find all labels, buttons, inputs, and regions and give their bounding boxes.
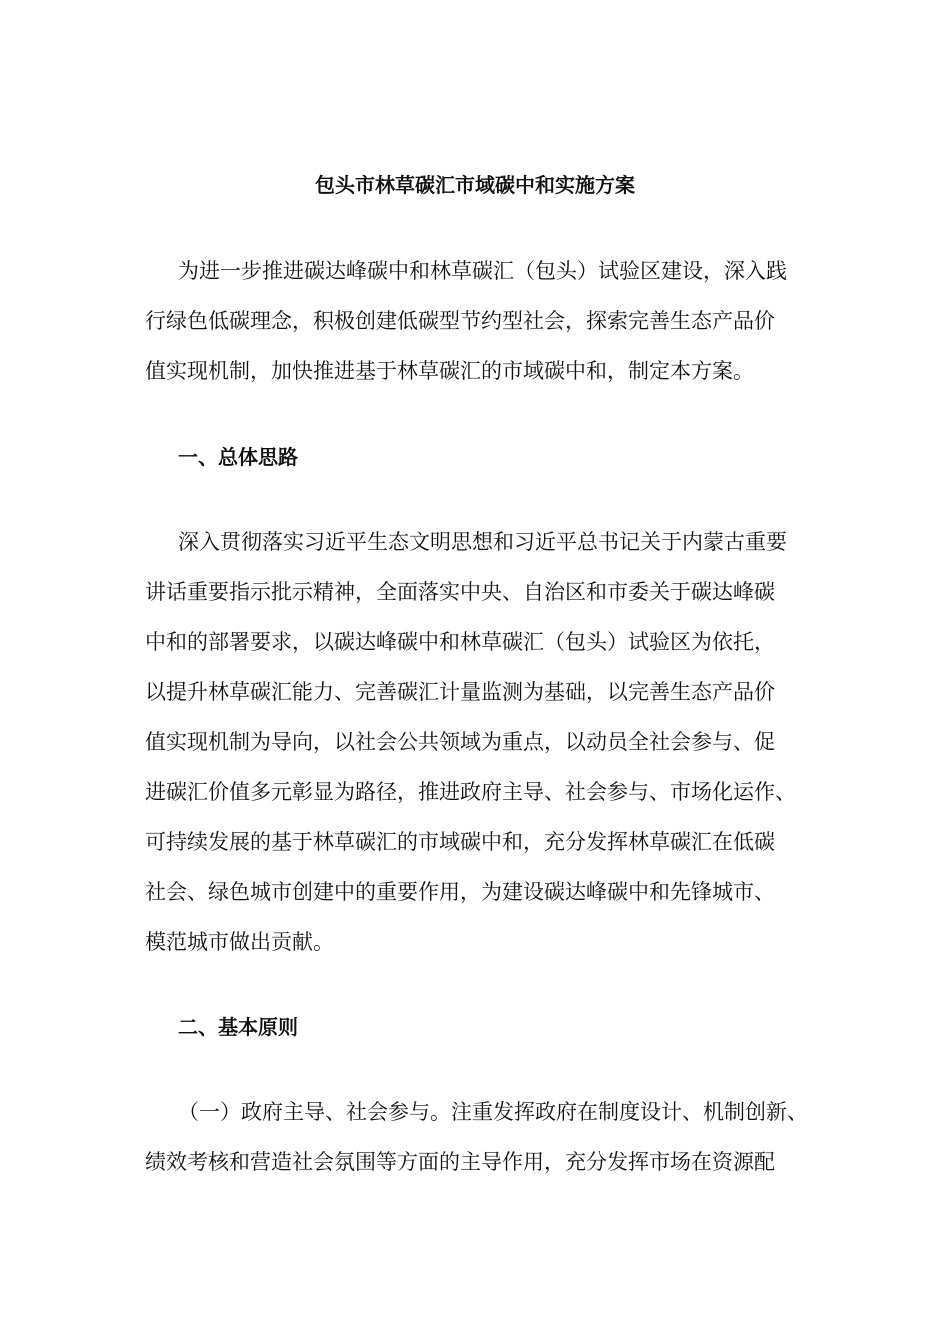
intro-line-3: 值实现机制，加快推进基于林草碳汇的市域碳中和，制定本方案。	[145, 359, 754, 383]
section-2-line-1: （一）政府主导、社会参与。注重发挥政府在制度设计、机制创新、	[178, 1100, 808, 1124]
section-1-line-1: 深入贯彻落实习近平生态文明思想和习近平总书记关于内蒙古重要	[178, 530, 787, 554]
section-1-line-5: 值实现机制为导向，以社会公共领域为重点，以动员全社会参与、促	[145, 730, 775, 754]
section-1-heading: 一、总体思路	[178, 445, 298, 469]
intro-line-1: 为进一步推进碳达峰碳中和林草碳汇（包头）试验区建设，深入践	[178, 259, 787, 283]
section-2-line-2: 绩效考核和营造社会氛围等方面的主导作用，充分发挥市场在资源配	[145, 1150, 775, 1174]
section-1-line-4: 以提升林草碳汇能力、完善碳汇计量监测为基础，以完善生态产品价	[145, 680, 775, 704]
section-1-line-7: 可持续发展的基于林草碳汇的市域碳中和，充分发挥林草碳汇在低碳	[145, 830, 775, 854]
section-1-line-6: 进碳汇价值多元彰显为路径，推进政府主导、社会参与、市场化运作、	[145, 780, 796, 804]
intro-line-2: 行绿色低碳理念，积极创建低碳型节约型社会，探索完善生态产品价	[145, 309, 775, 333]
document-title: 包头市林草碳汇市域碳中和实施方案	[315, 173, 635, 197]
section-2-heading: 二、基本原则	[178, 1015, 298, 1039]
section-1-line-9: 模范城市做出贡献。	[145, 930, 334, 954]
section-1-line-8: 社会、绿色城市创建中的重要作用，为建设碳达峰碳中和先锋城市、	[145, 880, 775, 904]
section-1-line-3: 中和的部署要求，以碳达峰碳中和林草碳汇（包头）试验区为依托，	[145, 630, 775, 654]
section-1-line-2: 讲话重要指示批示精神，全面落实中央、自治区和市委关于碳达峰碳	[145, 580, 775, 604]
